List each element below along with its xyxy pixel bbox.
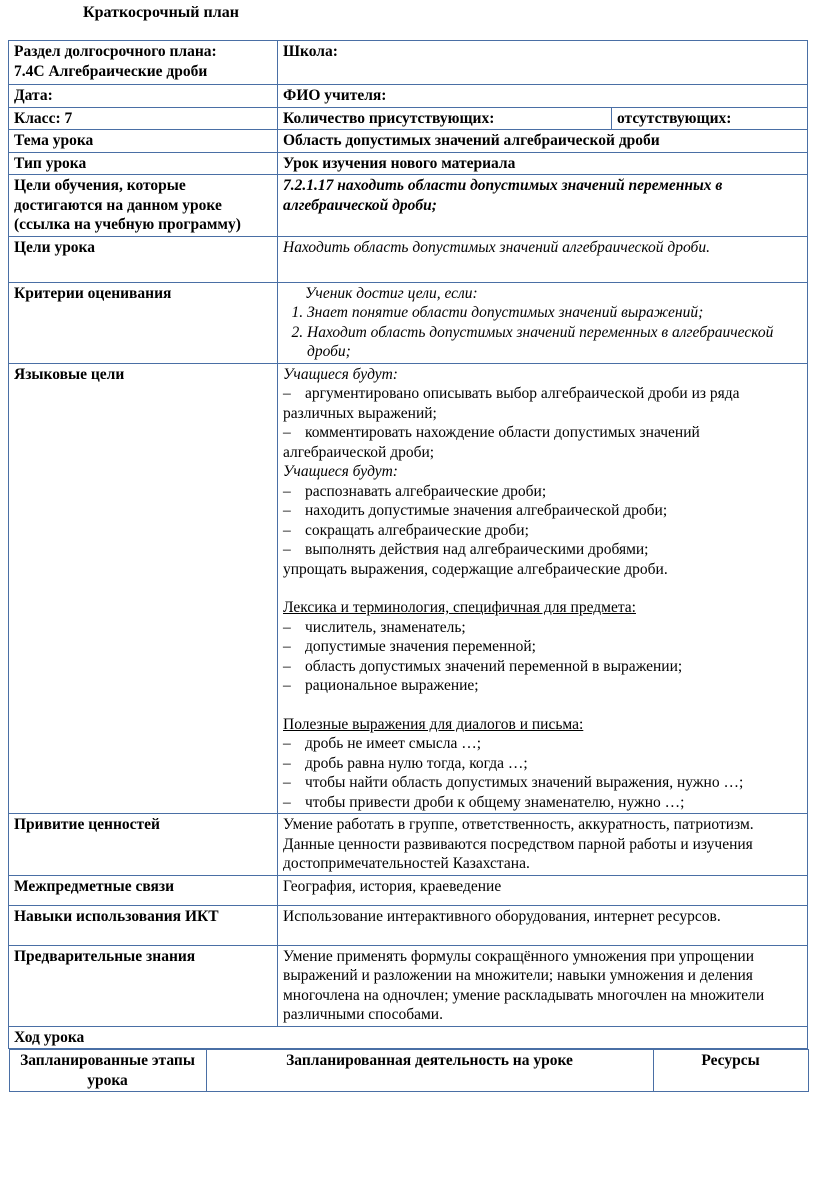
phrase-item: – чтобы найти область допустимых значений выражения, нужно …; xyxy=(283,773,803,793)
language-simplify: упрощать выражения, содержащие алгебраические дроби. xyxy=(283,560,668,578)
goals-program-row xyxy=(9,175,808,237)
phrase-item: – чтобы привести дроби к общему знаменателю, нужно …; xyxy=(283,793,803,813)
students-will-2: Учащиеся будут: xyxy=(283,463,398,480)
phrase-item: – дробь равна нулю тогда, когда …; xyxy=(283,754,803,774)
section-cell xyxy=(9,41,278,85)
cross-label: Межпредметные связи xyxy=(9,875,278,905)
page-title: Краткосрочный план xyxy=(83,4,239,21)
class-label: Класс: 7 xyxy=(9,107,278,130)
lesson-goals-label: Цели урока xyxy=(9,236,278,282)
absent-label: отсутствующих: xyxy=(612,107,808,130)
language-item: – аргументировано описывать выбор алгебраической дроби из ряда различных выражений; xyxy=(283,384,803,423)
course-row xyxy=(9,1026,808,1049)
language-item: – комментировать нахождение области допустимых значений алгебраической дроби; xyxy=(283,423,803,462)
activity-header: Запланированная деятельность на уроке xyxy=(206,1050,653,1092)
values-text-2: Данные ценности развиваются посредством парной работы и изучения достопримечательностей Казахстана. xyxy=(283,835,753,872)
criteria-row xyxy=(9,282,808,363)
type-label: Тип урока xyxy=(9,152,278,175)
ict-row xyxy=(9,905,808,945)
language-row xyxy=(9,363,808,814)
criteria-intro: Ученик достиг цели, если: xyxy=(305,284,478,302)
stages-header-row xyxy=(9,1049,808,1093)
criteria-item: 1. Знает понятие области допустимых значений выражений; xyxy=(307,303,803,323)
section-label: Раздел долгосрочного плана: xyxy=(14,43,217,60)
cross-value: География, история, краеведение xyxy=(278,875,808,905)
lesson-goals-row xyxy=(9,236,808,282)
cross-row xyxy=(9,875,808,905)
ict-label: Навыки использования ИКТ xyxy=(9,905,278,945)
course-label: Ход урока xyxy=(9,1026,808,1049)
language-item: – находить допустимые значения алгебраической дроби; xyxy=(283,501,803,521)
date-label: Дата: xyxy=(9,85,278,108)
section-row xyxy=(9,41,808,85)
date-row xyxy=(9,85,808,108)
ict-value: Использование интерактивного оборудования, интернет ресурсов. xyxy=(278,905,808,945)
vocab-title: Лексика и терминология, специфичная для предмета: xyxy=(283,599,636,616)
type-value: Урок изучения нового материала xyxy=(278,152,808,175)
present-label: Количество присутствующих: xyxy=(278,107,612,130)
criteria-item: 2. Находит область допустимых значений переменных в алгебраической дроби; xyxy=(307,323,803,362)
vocab-item: – область допустимых значений переменной в выражении; xyxy=(283,657,803,677)
values-label: Привитие ценностей xyxy=(9,814,278,876)
lesson-plan-table xyxy=(8,40,808,1092)
stages-table xyxy=(9,1049,809,1092)
language-item: – сокращать алгебраические дроби; xyxy=(283,521,803,541)
type-row xyxy=(9,152,808,175)
prior-row xyxy=(9,945,808,1026)
criteria-label: Критерии оценивания xyxy=(9,282,278,363)
criteria-list xyxy=(283,303,803,362)
topic-value: Область допустимых значений алгебраической дроби xyxy=(278,130,808,153)
class-row xyxy=(9,107,808,130)
resources-header: Ресурсы xyxy=(653,1050,808,1092)
vocab-item: – рациональное выражение; xyxy=(283,676,803,696)
criteria-cell xyxy=(278,282,808,363)
students-will-1: Учащиеся будут: xyxy=(283,365,398,383)
lesson-goals-value: Находить область допустимых значений алгебраической дроби. xyxy=(278,236,808,282)
language-item: – распознавать алгебраические дроби; xyxy=(283,482,803,502)
prior-value: Умение применять формулы сокращённого умножения при упрощении выражений и разложении на множители; навыки умножения и деления многочлена на одночлен; умение раскладывать многочлен на множители различными способами. xyxy=(278,945,808,1026)
topic-row xyxy=(9,130,808,153)
school-label: Школа: xyxy=(278,41,808,85)
stages-header: Запланированные этапы урока xyxy=(9,1050,206,1092)
teacher-label: ФИО учителя: xyxy=(278,85,808,108)
goals-program-label: Цели обучения, которые достигаются на данном уроке (ссылка на учебную программу) xyxy=(9,175,278,237)
phrase-item: – дробь не имеет смысла …; xyxy=(283,734,803,754)
values-row xyxy=(9,814,808,876)
vocab-item: – числитель, знаменатель; xyxy=(283,618,803,638)
phrases-title: Полезные выражения для диалогов и письма: xyxy=(283,715,584,733)
topic-label: Тема урока xyxy=(9,130,278,153)
values-cell xyxy=(278,814,808,876)
prior-label: Предварительные знания xyxy=(9,945,278,1026)
goals-program-value: 7.2.1.17 находить области допустимых значений переменных в алгебраической дроби; xyxy=(278,175,808,237)
language-cell xyxy=(278,363,808,814)
values-text-1: Умение работать в группе, ответственность, аккуратность, патриотизм. xyxy=(283,816,754,833)
language-item: – выполнять действия над алгебраическими дробями; xyxy=(283,540,803,560)
language-label: Языковые цели xyxy=(9,363,278,814)
vocab-item: – допустимые значения переменной; xyxy=(283,637,803,657)
section-value: 7.4С Алгебраические дроби xyxy=(14,62,208,80)
